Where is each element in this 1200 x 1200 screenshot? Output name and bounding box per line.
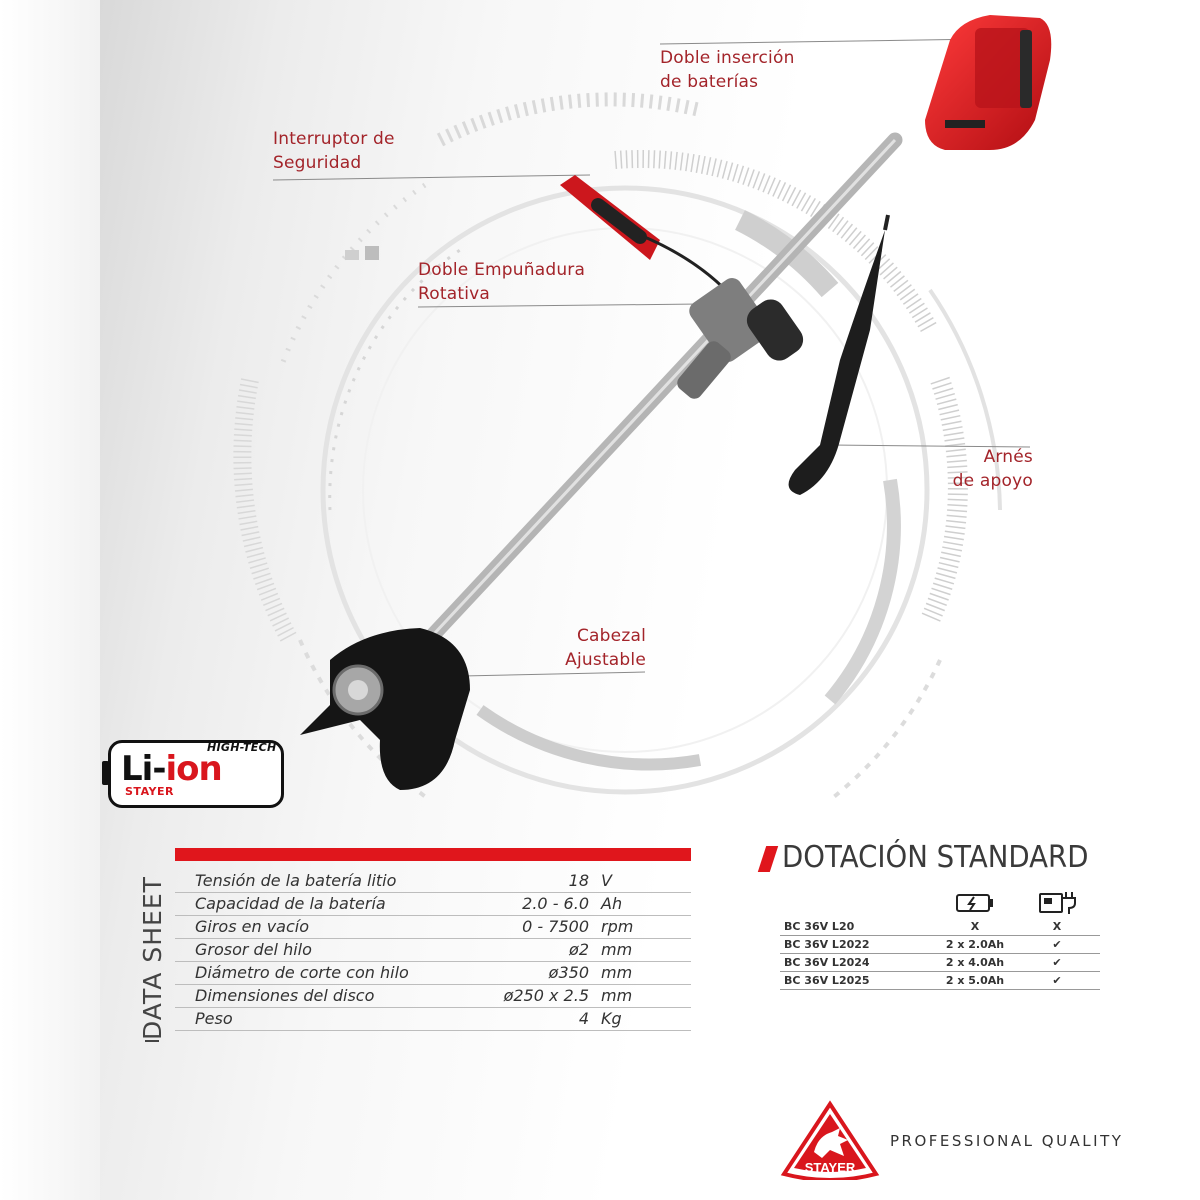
standard-model: BC 36V L20 <box>784 920 855 933</box>
datasheet-value: 4 <box>578 1009 589 1028</box>
datasheet-unit: mm <box>601 940 633 959</box>
callout-safety <box>273 127 395 175</box>
standard-charger: ✔ <box>1052 956 1062 969</box>
datasheet-label: Giros en vacío <box>195 917 310 936</box>
standard-charger: ✔ <box>1052 938 1062 951</box>
datasheet-label: Grosor del hilo <box>195 940 312 959</box>
standard-charger: ✔ <box>1052 974 1062 987</box>
standard-model: BC 36V L2025 <box>784 974 870 987</box>
battery-unit <box>925 15 1051 150</box>
datasheet-unit: rpm <box>601 917 634 936</box>
datasheet-value: ø2 <box>569 940 589 959</box>
callout-head <box>540 624 646 672</box>
datasheet-label: Peso <box>195 1009 233 1028</box>
standard-table <box>780 918 1100 990</box>
datasheet-row <box>175 1008 691 1031</box>
datasheet-unit: mm <box>601 963 633 982</box>
datasheet-row <box>175 916 691 939</box>
datasheet-value: 0 - 7500 <box>522 917 589 936</box>
liion-badge <box>108 740 284 808</box>
stayer-logo-text: STAYER <box>804 1160 856 1175</box>
footer-tagline: PROFESSIONAL QUALITY <box>890 1132 1124 1150</box>
liion-badge-li: Li- <box>121 749 166 789</box>
callout-grip-line1: Doble Empuñadura <box>418 260 586 280</box>
datasheet-label: Diámetro de corte con hilo <box>195 963 409 982</box>
callout-safety-line1: Interruptor de <box>273 129 395 149</box>
callout-harness-line2: de apoyo <box>952 471 1033 491</box>
datasheet-unit: Ah <box>601 894 623 913</box>
datasheet-unit: V <box>601 871 612 890</box>
cutting-head <box>300 628 470 790</box>
standard-model: BC 36V L2022 <box>784 938 870 951</box>
battery-terminal-icon <box>102 761 109 785</box>
standard-row <box>780 918 1100 936</box>
standard-row <box>780 972 1100 990</box>
liion-badge-brand: STAYER <box>125 785 174 798</box>
liion-badge-hitech: HIGH-TECH <box>207 741 277 754</box>
trimmer-shaft <box>405 140 895 665</box>
liion-badge-ion: ion <box>165 749 222 789</box>
callout-grip <box>418 258 585 306</box>
datasheet-value: ø250 x 2.5 <box>503 986 589 1005</box>
standard-model: BC 36V L2024 <box>784 956 870 969</box>
handle-clamp <box>674 274 809 402</box>
standard-battery: 2 x 2.0Ah <box>945 938 1005 951</box>
datasheet-accent-bar <box>175 848 691 861</box>
datasheet-row <box>175 939 691 962</box>
callout-head-line1: Cabezal <box>576 626 646 646</box>
datasheet-unit: Kg <box>601 1009 622 1028</box>
datasheet-unit: mm <box>601 986 633 1005</box>
rear-handle <box>560 175 735 300</box>
callout-grip-line2: Rotativa <box>418 284 490 304</box>
callout-harness <box>900 445 1033 493</box>
standard-charger: X <box>1052 920 1062 933</box>
callout-batteries-line2: de baterías <box>660 72 759 92</box>
datasheet-row <box>175 893 691 916</box>
standard-battery: 2 x 4.0Ah <box>945 956 1005 969</box>
datasheet-row <box>175 962 691 985</box>
datasheet-value: ø350 <box>548 963 589 982</box>
standard-row <box>780 954 1100 972</box>
datasheet-table <box>175 870 691 1031</box>
callout-safety-line2: Seguridad <box>273 153 362 173</box>
standard-title: DOTACIÓN STANDARD <box>782 840 1089 875</box>
standard-battery: 2 x 5.0Ah <box>945 974 1005 987</box>
datasheet-value: 2.0 - 6.0 <box>522 894 589 913</box>
stayer-logo <box>778 1100 882 1180</box>
datasheet-label: Dimensiones del disco <box>195 986 375 1005</box>
liion-badge-title <box>121 749 222 789</box>
callout-head-line2: Ajustable <box>565 650 646 670</box>
standard-row <box>780 936 1100 954</box>
datasheet-title-tick <box>145 1040 159 1042</box>
callout-batteries-line1: Doble inserción <box>660 48 795 68</box>
datasheet-row <box>175 985 691 1008</box>
standard-battery: X <box>970 920 980 933</box>
battery-icon <box>957 895 993 911</box>
datasheet-title: DATA SHEET <box>138 876 167 1040</box>
standard-header-icons <box>760 888 1100 916</box>
datasheet-label: Tensión de la batería litio <box>195 871 397 890</box>
callout-harness-line1: Arnés <box>983 447 1033 467</box>
datasheet-label: Capacidad de la batería <box>195 894 386 913</box>
charger-icon <box>1040 892 1075 914</box>
datasheet-row <box>175 870 691 893</box>
callout-batteries <box>660 46 795 94</box>
datasheet-value: 18 <box>568 871 589 890</box>
